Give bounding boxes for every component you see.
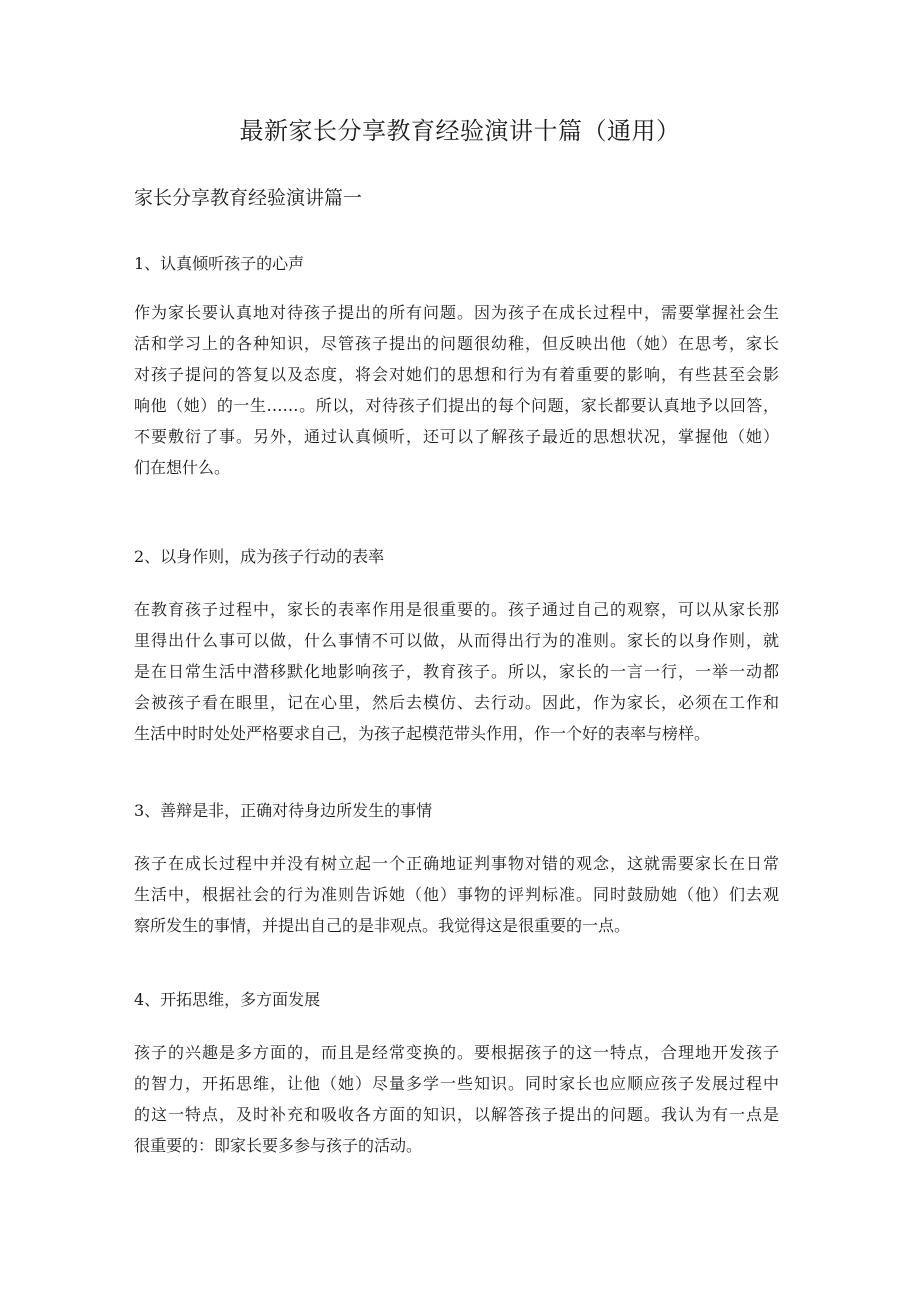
paragraph-line: 会被孩子看在眼里，记在心里，然后去模仿、去行动。因此，作为家长，必须在工作和 [134, 693, 779, 712]
section-title: 家长分享教育经验演讲篇一 [134, 187, 363, 209]
item-paragraph-3 [134, 848, 779, 941]
paragraph-line: 是在日常生活中潜移默化地影响孩子，教育孩子。所以，家长的一言一行，一举一动都 [134, 662, 779, 681]
paragraph-line: 生活中时时处处严格要求自己，为孩子起模范带头作用，作一个好的表率与榜样。 [134, 724, 711, 743]
paragraph-line: 生活中，根据社会的行为准则告诉她（他）事物的评判标准。同时鼓励她（他）们去观 [134, 885, 779, 904]
paragraph-line: 在教育孩子过程中，家长的表率作用是很重要的。孩子通过自己的观察，可以从家长那 [134, 600, 779, 619]
paragraph-line: 对孩子提问的答复以及态度，将会对她们的思想和行为有着重要的影响，有些甚至会影 [134, 365, 779, 384]
paragraph-line: 响他（她）的一生……。所以，对待孩子们提出的每个问题，家长都要认真地予以回答， [134, 396, 779, 415]
paragraph-line: 孩子在成长过程中并没有树立起一个正确地证判事物对错的观念，这就需要家长在日常 [134, 854, 779, 873]
paragraph-line: 们在想什么。 [134, 458, 231, 477]
paragraph-line: 作为家长要认真地对待孩子提出的所有问题。因为孩子在成长过程中，需要掌握社会生 [134, 303, 779, 322]
item-heading-1: 1、认真倾听孩子的心声 [134, 254, 305, 273]
item-heading-2: 2、以身作则，成为孩子行动的表率 [134, 547, 385, 566]
item-heading-3: 3、善辩是非，正确对待身边所发生的事情 [134, 801, 433, 820]
item-heading-4: 4、开拓思维，多方面发展 [134, 990, 321, 1009]
document-title: 最新家长分享教育经验演讲十篇（通用） [239, 117, 681, 145]
paragraph-line: 活和学习上的各种知识，尽管孩子提出的问题很幼稚，但反映出他（她）在思考，家长 [134, 334, 779, 353]
paragraph-line: 里得出什么事可以做，什么事情不可以做，从而得出行为的准则。家长的以身作则，就 [134, 631, 779, 650]
paragraph-line: 察所发生的事情，并提出自己的是非观点。我觉得这是很重要的一点。 [134, 916, 631, 935]
paragraph-line: 的这一特点，及时补充和吸收各方面的知识，以解答孩子提出的问题。我认为有一点是 [134, 1105, 779, 1124]
item-paragraph-2 [134, 594, 779, 749]
paragraph-line: 孩子的兴趣是多方面的，而且是经常变换的。要根据孩子的这一特点，合理地开发孩子 [134, 1043, 779, 1062]
paragraph-line: 不要敷衍了事。另外，通过认真倾听，还可以了解孩子最近的思想状况，掌握他（她） [134, 427, 779, 446]
item-paragraph-4 [134, 1037, 779, 1161]
item-paragraph-1 [134, 297, 779, 483]
paragraph-line: 的智力，开拓思维，让他（她）尽量多学一些知识。同时家长也应顺应孩子发展过程中 [134, 1074, 779, 1093]
paragraph-line: 很重要的：即家长要多参与孩子的活动。 [134, 1136, 423, 1155]
